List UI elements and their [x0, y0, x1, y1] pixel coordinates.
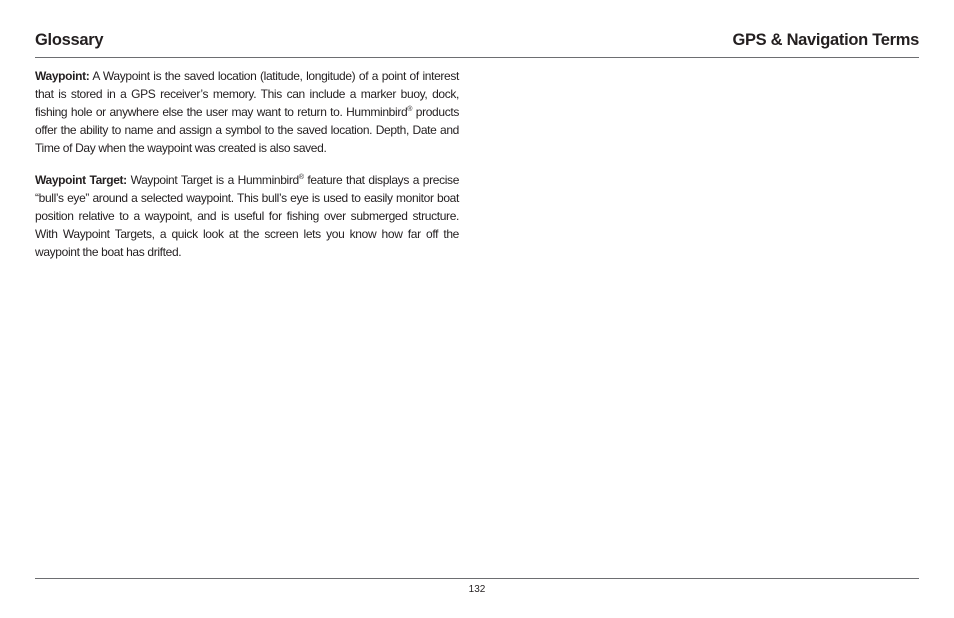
glossary-term: Waypoint: [35, 69, 90, 83]
footer-divider [35, 578, 919, 579]
glossary-entry-waypoint-target [35, 171, 459, 261]
glossary-definition-continued: feature that displays a precise “bull’s eye” around a selected waypoint. This bull’s eye is used to easily monitor boat position relative to a waypoint, and is useful for fishing over submerged structure. With Waypoint Targets, a quick look at the screen lets you know how far off the waypoint the boat has drifted. [35, 173, 460, 259]
registered-mark: ® [407, 106, 413, 113]
glossary-definition: Waypoint Target is a Humminbird [126, 173, 299, 187]
section-title: Glossary [35, 31, 104, 49]
glossary-definition: A Waypoint is the saved location (latitude, longitude) of a point of interest that is stored in a GPS receiver’s memory. This can include a marker buoy, dock, fishing hole or anywhere else the user may want to return to. Humminbird [35, 69, 459, 119]
glossary-column [35, 67, 459, 275]
page-number: 132 [468, 584, 486, 595]
registered-mark: ® [298, 174, 304, 181]
header-divider [35, 57, 919, 58]
glossary-term: Waypoint Target: [35, 173, 127, 187]
glossary-entry-waypoint [35, 67, 459, 157]
chapter-title: GPS & Navigation Terms [732, 31, 919, 49]
glossary-definition-continued: products offer the ability to name and assign a symbol to the saved location. Depth, Date and Time of Day when the waypoint was created is also saved. [35, 105, 459, 155]
